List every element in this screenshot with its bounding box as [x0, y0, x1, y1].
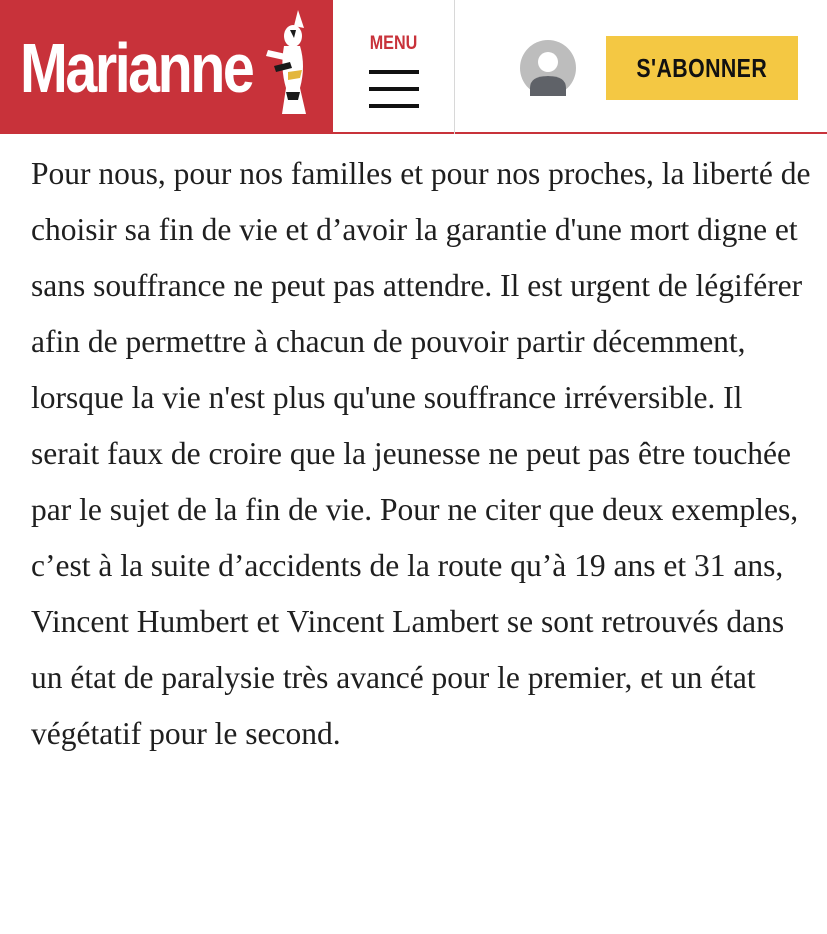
site-logo[interactable]: [0, 0, 333, 134]
subscribe-button[interactable]: [606, 36, 798, 100]
menu-button[interactable]: [333, 0, 455, 134]
menu-label[interactable]: MENU: [369, 33, 418, 54]
subscribe-label: S'ABONNER: [636, 52, 768, 83]
hamburger-icon[interactable]: [369, 70, 419, 108]
article-paragraph: Pour nous, pour nos familles et pour nos proches, la liberté de choisir sa fin de vie et d’avoir la garantie d'une mort digne et sans souffrance ne peut pas attendre. Il est urgent de légiférer afin de permettre à chacun de pouvoir partir décemment, lorsque la vie n'est plus qu'une souffrance irréversible. Il serait faux de croire que la jeunesse ne peut pas être touchée par le sujet de la fin de vie. Pour ne citer que deux exemples, c’est à la suite d’accidents de la route qu’à 19 ans et 31 ans, Vincent Humbert et Vincent Lambert se sont retrouvés dans un état de paralysie très avancé pour le premier, et un état végétatif pour le second.: [31, 156, 811, 751]
logo-wordmark[interactable]: Marianne: [20, 29, 253, 107]
user-account-icon[interactable]: [520, 40, 576, 96]
site-header: [0, 0, 827, 134]
article-body: [31, 146, 811, 762]
marianne-figure-icon: [260, 8, 318, 116]
